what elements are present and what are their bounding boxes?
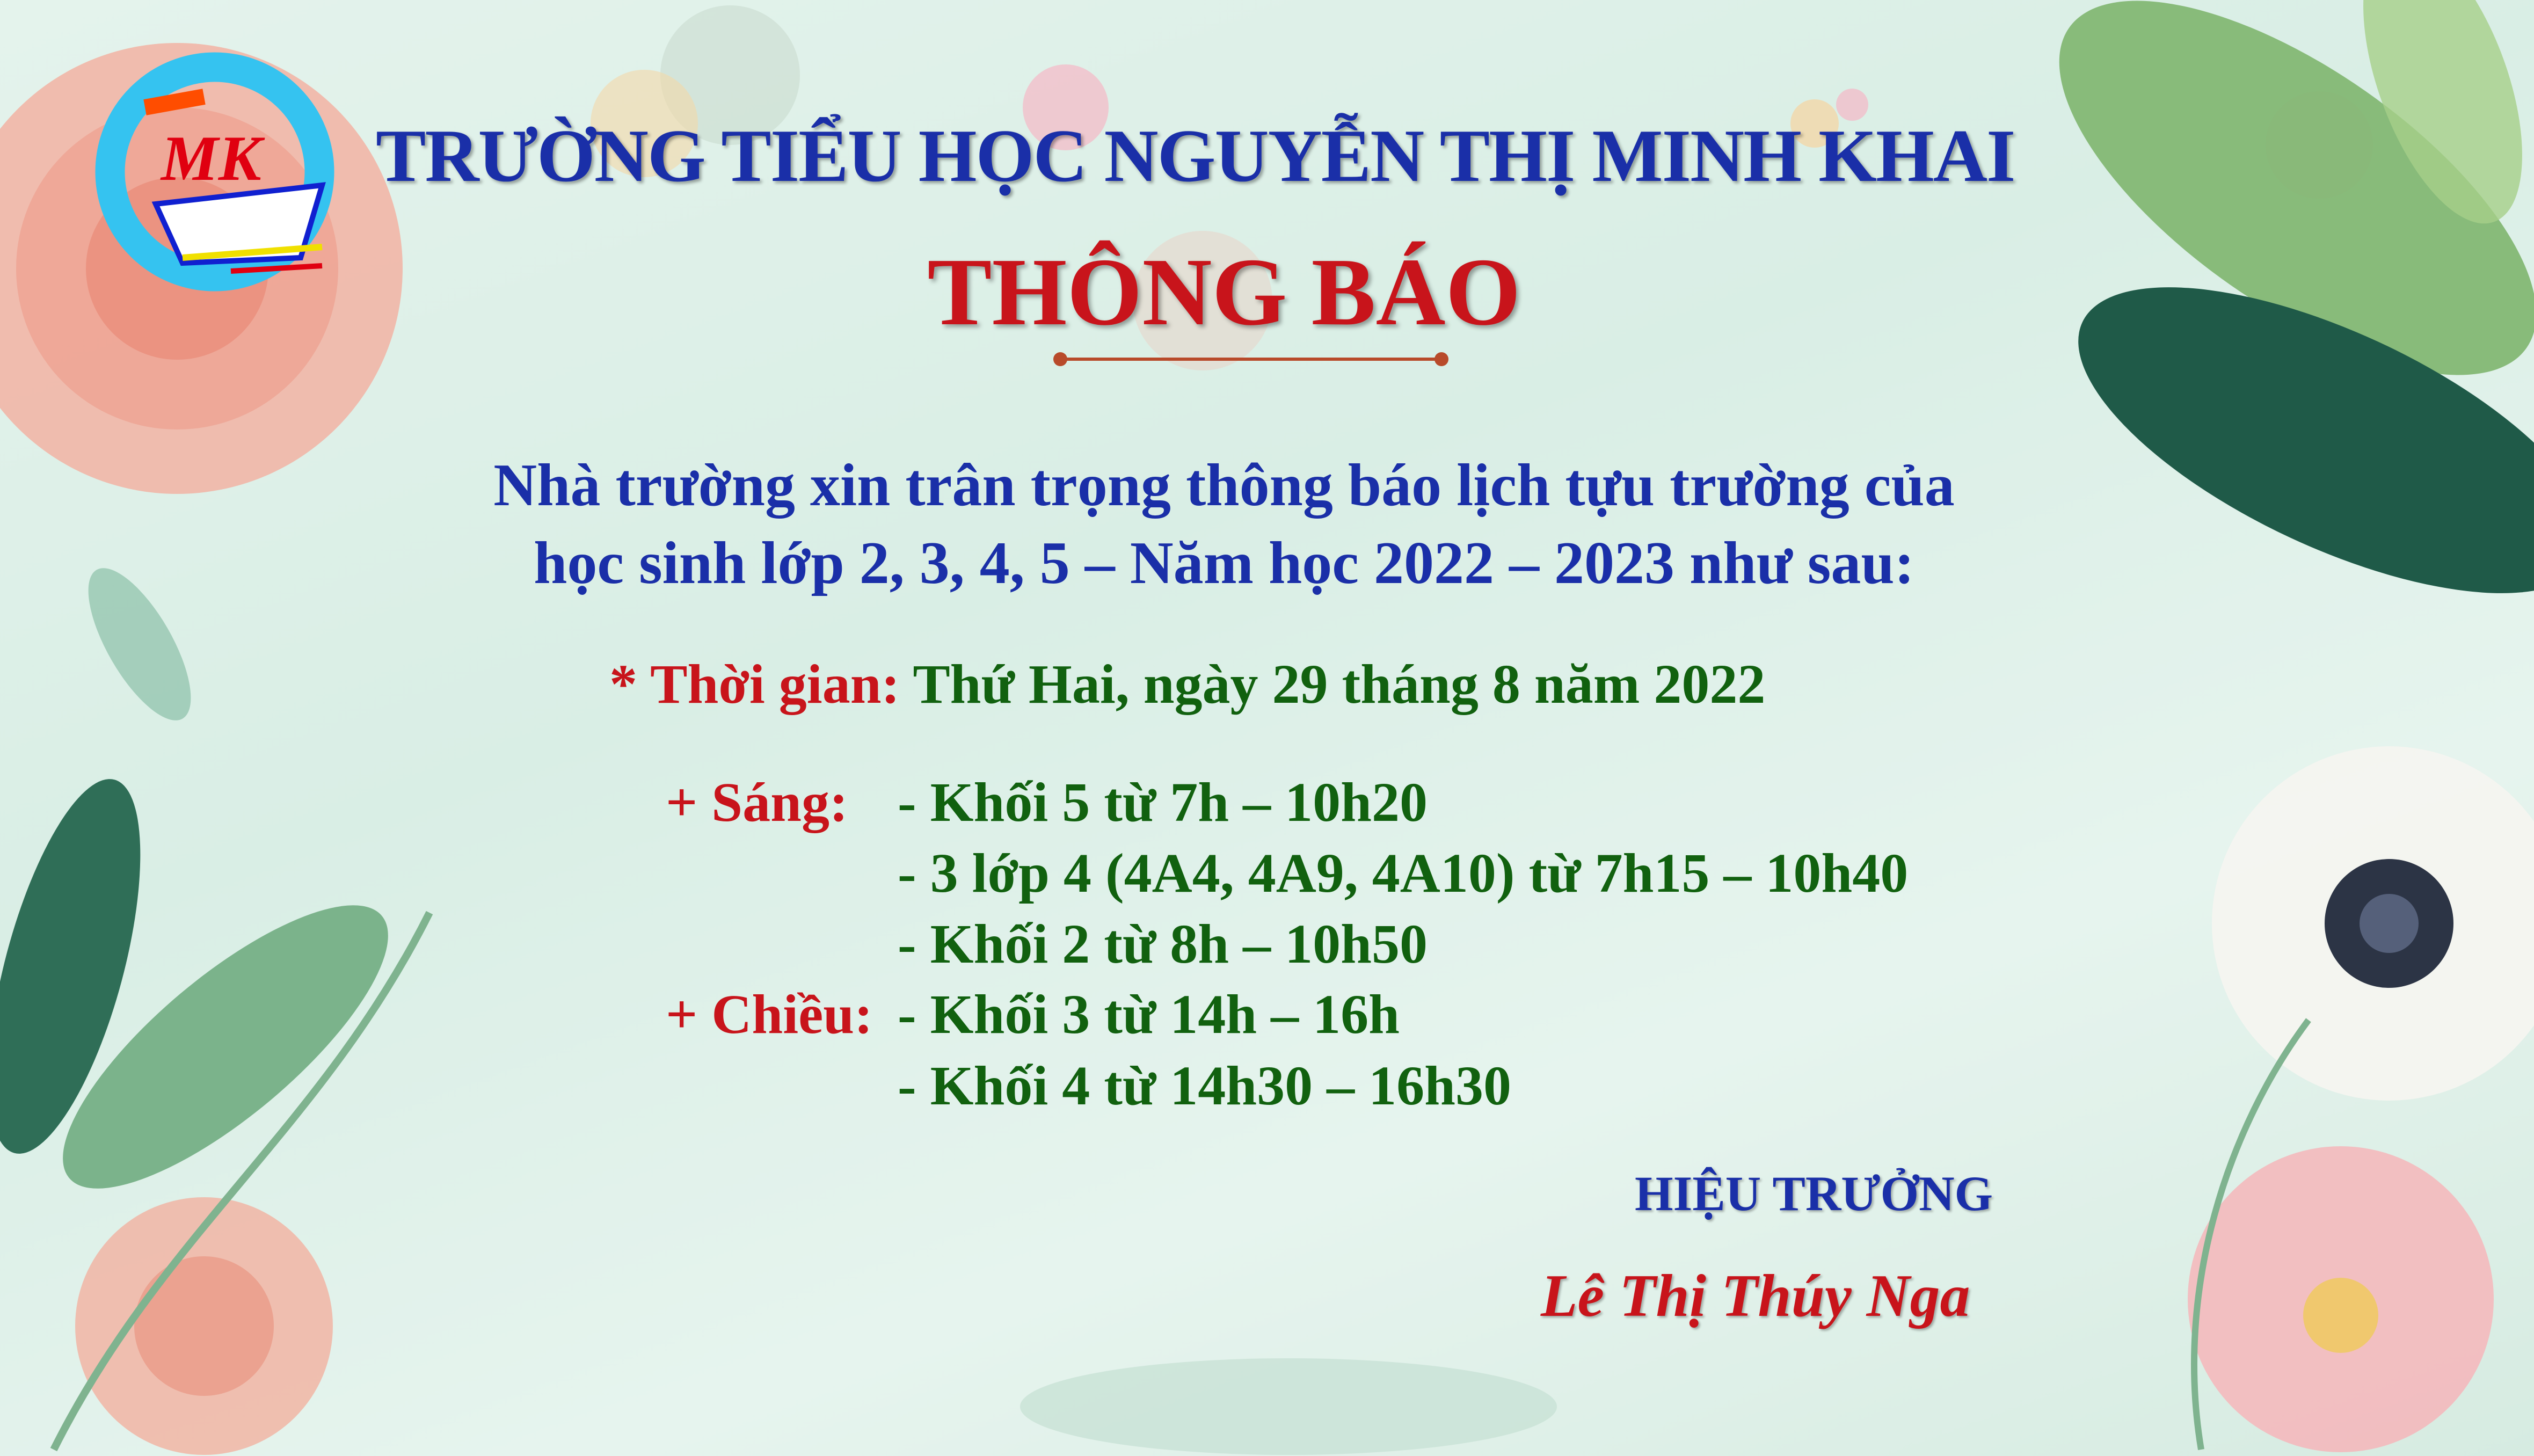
time-line <box>609 652 1765 716</box>
intro-line-1: Nhà trường xin trân trọng thông báo lịch tựu trường của <box>493 452 1955 519</box>
signature-name: Lê Thị Thúy Nga <box>1541 1263 1970 1329</box>
schedule-item: - Khối 5 từ 7h – 10h20 <box>898 771 1428 833</box>
afternoon-label: + Chiều: <box>666 984 873 1045</box>
logo-letters: MK <box>161 122 261 194</box>
divider-dot <box>1435 352 1448 366</box>
anemone-flower <box>2212 746 2534 1101</box>
notice-heading: THÔNG BÁO <box>927 238 1521 345</box>
schedule-item: - Khối 3 từ 14h – 16h <box>898 984 1400 1045</box>
divider-dot <box>1053 352 1067 366</box>
intro-line-2: học sinh lớp 2, 3, 4, 5 – Năm học 2022 – 2023 như sau: <box>534 530 1914 596</box>
schedule-item: - 3 lớp 4 (4A4, 4A9, 4A10) từ 7h15 – 10h40 <box>898 842 1909 904</box>
signature-title: HIỆU TRƯỞNG <box>1635 1166 1993 1221</box>
pink-flower <box>2188 1146 2494 1452</box>
time-value: Thứ Hai, ngày 29 tháng 8 năm 2022 <box>913 653 1766 715</box>
schedule-item: - Khối 4 từ 14h30 – 16h30 <box>898 1055 1511 1117</box>
schedule-item: - Khối 2 từ 8h – 10h50 <box>898 913 1428 975</box>
heading-divider <box>1060 358 1441 361</box>
morning-label: + Sáng: <box>666 771 848 833</box>
time-label: * Thời gian: <box>609 653 900 715</box>
school-name: TRƯỜNG TIỂU HỌC NGUYỄN THỊ MINH KHAI <box>376 114 2015 198</box>
